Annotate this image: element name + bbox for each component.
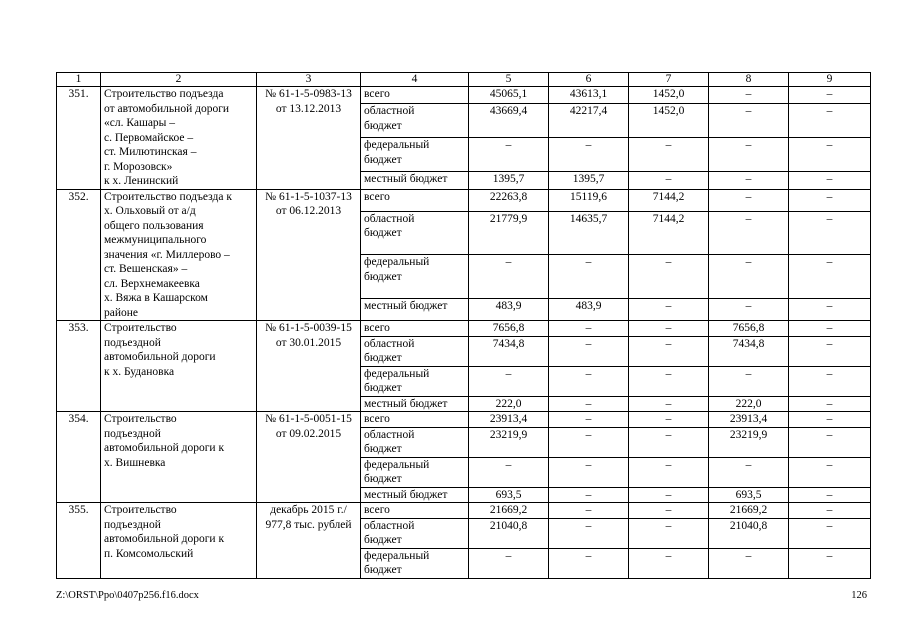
amount-cell-col8: –	[709, 255, 789, 298]
amount-cell-col8: 222,0	[709, 396, 789, 412]
project-document: № 61-1-5-0051-15 от 09.02.2015	[257, 412, 361, 503]
amount-cell-col6: 1395,7	[549, 172, 629, 189]
amount-cell-col5: –	[469, 366, 549, 396]
amount-cell-col5: 45065,1	[469, 87, 549, 104]
funding-source: федеральный бюджет	[361, 366, 469, 396]
amount-cell-col9: –	[789, 518, 871, 548]
project-name: Строительство подъездной автомобильной дороги к п. Комсомольский	[101, 503, 257, 579]
amount-cell-col9: –	[789, 412, 871, 428]
amount-cell-col8: –	[709, 548, 789, 578]
amount-cell-col6: –	[549, 138, 629, 172]
amount-cell-col9: –	[789, 189, 871, 211]
table-row	[57, 87, 871, 104]
amount-cell-col7: 7144,2	[629, 211, 709, 254]
project-name: Строительство подъездной автомобильной дороги к х. Вишневка	[101, 412, 257, 503]
amount-cell-col8: –	[709, 189, 789, 211]
amount-cell-col6: –	[549, 396, 629, 412]
project-number: 351.	[57, 87, 101, 190]
amount-cell-col8: 21669,2	[709, 503, 789, 519]
amount-cell-col8: 7434,8	[709, 336, 789, 366]
column-header-4: 4	[361, 73, 469, 87]
amount-cell-col7: 1452,0	[629, 104, 709, 138]
amount-cell-col9: –	[789, 172, 871, 189]
amount-cell-col8: –	[709, 172, 789, 189]
table-row	[57, 503, 871, 519]
project-number: 352.	[57, 189, 101, 321]
amount-cell-col7: –	[629, 487, 709, 503]
amount-cell-col5: 21779,9	[469, 211, 549, 254]
amount-cell-col7: –	[629, 172, 709, 189]
table-header	[57, 73, 871, 87]
amount-cell-col9: –	[789, 321, 871, 337]
project-name: Строительство подъездной автомобильной дороги к х. Будановка	[101, 321, 257, 412]
amount-cell-col9: –	[789, 138, 871, 172]
amount-cell-col9: –	[789, 298, 871, 320]
funding-source: всего	[361, 412, 469, 428]
amount-cell-col8: 23913,4	[709, 412, 789, 428]
funding-source: федеральный бюджет	[361, 548, 469, 578]
amount-cell-col6: 15119,6	[549, 189, 629, 211]
amount-cell-col7: –	[629, 427, 709, 457]
amount-cell-col9: –	[789, 427, 871, 457]
amount-cell-col8: –	[709, 457, 789, 487]
funding-source: всего	[361, 321, 469, 337]
footer-page-number: 126	[851, 590, 867, 601]
amount-cell-col5: –	[469, 548, 549, 578]
amount-cell-col9: –	[789, 255, 871, 298]
table-row	[57, 412, 871, 428]
amount-cell-col6: –	[549, 487, 629, 503]
amount-cell-col5: 43669,4	[469, 104, 549, 138]
amount-cell-col6: 43613,1	[549, 87, 629, 104]
amount-cell-col9: –	[789, 336, 871, 366]
amount-cell-col9: –	[789, 87, 871, 104]
amount-cell-col6: –	[549, 548, 629, 578]
amount-cell-col8: –	[709, 298, 789, 320]
amount-cell-col5: 23913,4	[469, 412, 549, 428]
funding-source: федеральный бюджет	[361, 255, 469, 298]
amount-cell-col7: 1452,0	[629, 87, 709, 104]
amount-cell-col5: 23219,9	[469, 427, 549, 457]
amount-cell-col5: –	[469, 255, 549, 298]
amount-cell-col8: –	[709, 87, 789, 104]
amount-cell-col8: 7656,8	[709, 321, 789, 337]
table-row	[57, 189, 871, 211]
amount-cell-col5: 22263,8	[469, 189, 549, 211]
amount-cell-col8: –	[709, 138, 789, 172]
amount-cell-col8: 21040,8	[709, 518, 789, 548]
column-header-5: 5	[469, 73, 549, 87]
amount-cell-col6: –	[549, 427, 629, 457]
amount-cell-col6: –	[549, 336, 629, 366]
funding-source: федеральный бюджет	[361, 457, 469, 487]
amount-cell-col7: –	[629, 336, 709, 366]
amount-cell-col6: 14635,7	[549, 211, 629, 254]
amount-cell-col9: –	[789, 457, 871, 487]
amount-cell-col6: 483,9	[549, 298, 629, 320]
funding-source: областной бюджет	[361, 104, 469, 138]
amount-cell-col7: –	[629, 255, 709, 298]
amount-cell-col6: –	[549, 503, 629, 519]
amount-cell-col5: 693,5	[469, 487, 549, 503]
amount-cell-col5: 483,9	[469, 298, 549, 320]
column-header-8: 8	[709, 73, 789, 87]
amount-cell-col5: 222,0	[469, 396, 549, 412]
amount-cell-col7: –	[629, 298, 709, 320]
column-header-9: 9	[789, 73, 871, 87]
funding-source: областной бюджет	[361, 211, 469, 254]
header-row	[57, 73, 871, 87]
project-document: № 61-1-5-0039-15 от 30.01.2015	[257, 321, 361, 412]
amount-cell-col7: –	[629, 503, 709, 519]
amount-cell-col6: –	[549, 255, 629, 298]
amount-cell-col7: –	[629, 321, 709, 337]
amount-cell-col5: 21040,8	[469, 518, 549, 548]
funding-source: всего	[361, 189, 469, 211]
funding-source: всего	[361, 503, 469, 519]
funding-source: областной бюджет	[361, 336, 469, 366]
funding-source: местный бюджет	[361, 172, 469, 189]
amount-cell-col9: –	[789, 503, 871, 519]
amount-cell-col7: –	[629, 548, 709, 578]
funding-source: местный бюджет	[361, 396, 469, 412]
amount-cell-col9: –	[789, 104, 871, 138]
amount-cell-col7: –	[629, 396, 709, 412]
amount-cell-col9: –	[789, 211, 871, 254]
amount-cell-col9: –	[789, 487, 871, 503]
amount-cell-col9: –	[789, 548, 871, 578]
funding-source: областной бюджет	[361, 427, 469, 457]
column-header-3: 3	[257, 73, 361, 87]
funding-source: федеральный бюджет	[361, 138, 469, 172]
amount-cell-col9: –	[789, 396, 871, 412]
project-number: 353.	[57, 321, 101, 412]
amount-cell-col5: 7656,8	[469, 321, 549, 337]
amount-cell-col6: –	[549, 457, 629, 487]
amount-cell-col8: –	[709, 366, 789, 396]
amount-cell-col5: –	[469, 457, 549, 487]
amount-cell-col6: –	[549, 412, 629, 428]
amount-cell-col7: –	[629, 412, 709, 428]
amount-cell-col9: –	[789, 366, 871, 396]
amount-cell-col8: 23219,9	[709, 427, 789, 457]
column-header-2: 2	[101, 73, 257, 87]
table-row	[57, 321, 871, 337]
project-document: № 61-1-5-1037-13 от 06.12.2013	[257, 189, 361, 321]
funding-source: местный бюджет	[361, 298, 469, 320]
project-document: № 61-1-5-0983-13 от 13.12.2013	[257, 87, 361, 190]
amount-cell-col8: –	[709, 104, 789, 138]
amount-cell-col8: –	[709, 211, 789, 254]
table-body	[57, 87, 871, 579]
budget-table	[56, 72, 871, 579]
amount-cell-col6: –	[549, 518, 629, 548]
amount-cell-col5: 7434,8	[469, 336, 549, 366]
funding-source: всего	[361, 87, 469, 104]
amount-cell-col5: –	[469, 138, 549, 172]
amount-cell-col5: 1395,7	[469, 172, 549, 189]
column-header-6: 6	[549, 73, 629, 87]
funding-source: местный бюджет	[361, 487, 469, 503]
column-header-7: 7	[629, 73, 709, 87]
funding-source: областной бюджет	[361, 518, 469, 548]
amount-cell-col7: –	[629, 138, 709, 172]
project-name: Строительство подъезда от автомобильной дороги «сл. Кашары – с. Первомайское – ст. Милютинская – г. Морозовск» к х. Ленинский	[101, 87, 257, 190]
footer-file-path: Z:\ORST\Ppo\0407p256.f16.docx	[56, 590, 199, 601]
amount-cell-col6: –	[549, 321, 629, 337]
amount-cell-col7: –	[629, 366, 709, 396]
project-document: декабрь 2015 г./ 977,8 тыс. рублей	[257, 503, 361, 579]
project-number: 355.	[57, 503, 101, 579]
amount-cell-col6: 42217,4	[549, 104, 629, 138]
project-name: Строительство подъезда к х. Ольховый от а/д общего пользования межмуниципального значения «г. Миллерово – ст. Вешенская» – сл. Верхнемакеевка х. Вяжа в Кашарском районе	[101, 189, 257, 321]
amount-cell-col7: 7144,2	[629, 189, 709, 211]
amount-cell-col7: –	[629, 457, 709, 487]
amount-cell-col5: 21669,2	[469, 503, 549, 519]
amount-cell-col8: 693,5	[709, 487, 789, 503]
amount-cell-col7: –	[629, 518, 709, 548]
column-header-1: 1	[57, 73, 101, 87]
amount-cell-col6: –	[549, 366, 629, 396]
project-number: 354.	[57, 412, 101, 503]
